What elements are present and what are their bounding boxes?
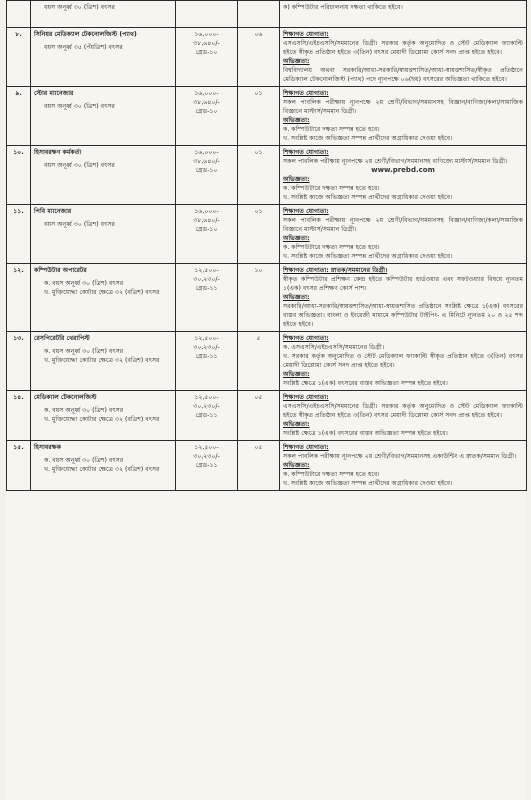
qualification-heading: শিক্ষাগত যোগ্যতা: (283, 90, 329, 97)
pay-scale-line: গ্রেড-১১ (195, 412, 218, 419)
table-row (7, 391, 527, 441)
pay-scale-cell (176, 205, 238, 264)
pay-scale-line: ১২,৫০০- (194, 394, 219, 401)
post-cell (31, 391, 176, 441)
website-watermark: www.prebd.com (371, 166, 435, 174)
post-cell (31, 28, 176, 87)
scale-cell (176, 1, 238, 28)
post-name: পিবি ম্যানেজার (34, 208, 72, 215)
qualification-line: ক. কম্পিউটারে দক্ষতা সম্পন্ন হতে হবে। (283, 471, 380, 478)
pay-scale-line: গ্রেড-১০ (195, 226, 218, 233)
pay-scale-line: ১২,৫০০- (194, 444, 219, 451)
qualification-line: বিশ্ববিদ্যালয় অথবা সরকারি/আধা-সরকারি/স্বায়ত্তশাসিত/আধা-স্বায়ত্তশাসিত/স্বীকৃত প্রতিষ্ঠানে মেডিক্যাল টেকনোলজিস্ট (প্যাথ) পদে ন্যূনপক্ষে ০৬(ছয়) বৎসরের অভিজ্ঞতা থাকিতে হইবে। (283, 67, 523, 83)
post-name: মেডিক্যাল টেকনোলজিস্ট (34, 394, 97, 401)
post-count: ০৫ (238, 391, 280, 441)
post-count: ০৫ (238, 441, 280, 491)
pay-scale-cell (176, 332, 238, 391)
qualification-heading: শিক্ষাগত যোগ্যতা: (283, 444, 329, 451)
post-count: ০১ (238, 87, 280, 146)
pay-scale-line: গ্রেড-১০ (195, 167, 218, 174)
qualification-line: এসএসসি/এইচএসসি/সমমানের ডিগ্রী। সরকার কর্তৃক অনুমোদিত ও স্টেট মেডিক্যাল ফ্যাকাল্টি হইতে স্বীকৃত প্রতিষ্ঠান হইতে ৩(তিন) বৎসর মেয়াদী ডিপ্লোমা কোর্স সনদ প্রাপ্ত হইতে হইবে। (283, 403, 523, 419)
job-table-body (7, 1, 527, 491)
qualification-line: খ. সংশ্লিষ্ট কাজে অভিজ্ঞতা সম্পন্ন প্রার্থীদের অগ্রাধিকার দেওয়া হইবে। (283, 480, 453, 487)
qualification-cell (280, 441, 527, 491)
age-limit: বয়স অনূর্ধ্ব ৩০ (ত্রিশ) বৎসর (44, 4, 115, 11)
qualification-heading: শিক্ষাগত যোগ্যতা: স্নাতক/সমমানের ডিগ্রী। (283, 267, 388, 274)
qualification-heading: শিক্ষাগত যোগ্যতা: (283, 208, 329, 215)
post-count: ৫ (238, 332, 280, 391)
age-limit: ক. বয়স অনূর্ধ্ব ৩০ (ত্রিশ) বৎসর (44, 457, 124, 464)
pay-scale-line: ১৬,০০০- (194, 31, 219, 38)
qualification-cell (280, 264, 527, 332)
qualification-heading: শিক্ষাগত যোগ্যতা: (283, 149, 329, 156)
qualification-line: খ. সংশ্লিষ্ট কাজে অভিজ্ঞতা সম্পন্ন প্রার্থীদের অগ্রাধিকার দেওয়া হইবে। (283, 135, 453, 142)
qualification-heading: অভিজ্ঞতা: (283, 117, 310, 124)
pay-scale-line: ৩০,২৩০/- (193, 276, 220, 283)
post-name: হিসাবরক্ষক (34, 444, 62, 451)
qualification-heading: অভিজ্ঞতা: (283, 176, 310, 183)
serial-number: ১৫. (7, 441, 31, 491)
age-limit-freedom-fighter: খ. মুক্তিযোদ্ধা কোটার ক্ষেত্রে ৩২ (বত্রিশ) বৎসর (44, 289, 160, 296)
post-cell (31, 1, 176, 28)
pay-scale-cell (176, 87, 238, 146)
count-cell (238, 1, 280, 28)
qualification-line: ক. এসএসসি/এইচএসসি/সমমানের ডিগ্রী। (283, 344, 385, 351)
pay-scale-line: ১২,৫০০- (194, 267, 219, 274)
qualification-heading: অভিজ্ঞতা: (283, 462, 310, 469)
pay-scale-cell (176, 264, 238, 332)
pay-scale-line: ৩৮,৬৪০/- (193, 40, 220, 47)
job-table (6, 0, 527, 491)
qualification-heading: অভিজ্ঞতা: (283, 371, 310, 378)
qualification-heading: অভিজ্ঞতা: (283, 421, 310, 428)
qualification-cell (280, 205, 527, 264)
age-limit-freedom-fighter: খ. মুক্তিযোদ্ধা কোটার ক্ষেত্রে ৩২ (বত্রিশ) বৎসর (44, 357, 160, 364)
qualification-line: এসএসসি/এইচএসসি/সমমানের ডিগ্রী। সরকার কর্তৃক অনুমোদিত ও স্টেট মেডিক্যাল ফ্যাকাল্টি হইতে স্বীকৃত প্রতিষ্ঠান হইতে ৩(তিন) বৎসর মেয়াদী ডিপ্লোমা কোর্স সনদ প্রাপ্ত হইতে হইবে। (283, 40, 523, 56)
qualification-line: সরকারি/আধা-সরকারি/স্বায়ত্তশাসিত/আধা-স্বায়ত্তশাসিত প্রতিষ্ঠানে সংশ্লিষ্ট ক্ষেত্রে ১(এক) বৎসরের বাস্তব অভিজ্ঞতা। বাংলা ও ইংরেজী মাধ্যমে কম্পিউটার টাইপিং- এ মিনিটে ন্যূনতম ২০ ও ২৫ শব্দ হইতে হইবে। (283, 303, 523, 328)
pay-scale-cell (176, 28, 238, 87)
age-limit: বয়স অনূর্ধ্ব ৩০ (ত্রিশ) বৎসর (44, 162, 115, 169)
qualification-line: সকল পাবলিক পরীক্ষায় ন্যূনপক্ষে ২য় শ্রেণী/বিভাগ/সমমানসহ একাউন্টিং এ স্নাতক/সমমান ডিগ্রী। (283, 453, 517, 460)
post-cell (31, 87, 176, 146)
qualification-line: স্বীকৃত কম্পিউটার প্রশিক্ষণ কেন্দ্র হইতে কম্পিউটার হার্ডওয়ার এবং সফটওয়্যার বিষয়ে ন্যূনতম ১(এক) বৎসর প্রশিক্ষণ কোর্স পাশ। (283, 276, 523, 292)
qualification-line: সংশ্লিষ্ট ক্ষেত্রে ১(এক) বৎসরের বাস্তব অভিজ্ঞতা সম্পন্ন হইতে হইবে। (283, 430, 448, 437)
table-row (7, 205, 527, 264)
qualification-line: ক. কম্পিউটারে দক্ষতা সম্পন্ন হতে হবে। (283, 244, 380, 251)
post-cell (31, 264, 176, 332)
age-limit: ক. বয়স অনূর্ধ্ব ৩০ (ত্রিশ) বৎসর (44, 348, 124, 355)
serial-number: ১৩. (7, 332, 31, 391)
age-limit: বয়স অনূর্ধ্ব ৩৫ (পঁয়ত্রিশ) বৎসর (44, 44, 123, 51)
age-limit: ক. বয়স অনূর্ধ্ব ৩০ (ত্রিশ) বৎসর (44, 407, 124, 414)
qualification-heading: শিক্ষাগত যোগ্যতা: (283, 394, 329, 401)
age-limit-freedom-fighter: খ. মুক্তিযোদ্ধা কোটার ক্ষেত্রে ৩২ (বত্রিশ) বৎসর (44, 416, 160, 423)
pay-scale-line: ১৬,০০০- (194, 149, 219, 156)
qualification-line: সকল পাবলিক পরীক্ষায় ন্যূনপক্ষে ২য় শ্রেণী/বিভাগ/সমমানসহ বিজ্ঞান/বাণিজ্য/কলা/সামাজিক বিজ্ঞানে মাস্টার্স/সমমান ডিগ্রী। (283, 217, 523, 233)
pay-scale-line: গ্রেড-১১ (195, 285, 218, 292)
post-name: রেসপিরেটরি থেরাপিস্ট (34, 335, 90, 342)
qualification-line: সকল পাবলিক পরীক্ষায় ন্যূনপক্ষে ২য় শ্রেণী/বিভাগ/সমমানসহ বাণিজ্যে মাস্টার্স/সমমান ডিগ্রী। (283, 158, 508, 165)
post-name: হিসাবরক্ষণ কর্মকর্তা (34, 149, 82, 156)
qualification-heading: অভিজ্ঞতা: (283, 58, 310, 65)
age-limit: বয়স অনূর্ধ্ব ৩০ (ত্রিশ) বৎসর (44, 103, 115, 110)
pay-scale-line: ১৬,০০০- (194, 90, 219, 97)
post-name: সিনিয়র মেডিক্যাল টেকনোলজিস্ট (প্যাথ) (34, 31, 137, 38)
pay-scale-cell (176, 146, 238, 205)
qualification-cell (280, 87, 527, 146)
serial-number: ১১. (7, 205, 31, 264)
post-count: ০১ (238, 146, 280, 205)
post-name: স্টোর ম্যানেজার (34, 90, 74, 97)
pay-scale-line: গ্রেড-১০ (195, 108, 218, 115)
qualification-cell (280, 146, 527, 205)
post-count: ০৬ (238, 28, 280, 87)
sl-cell (7, 1, 31, 28)
pay-scale-line: ১৬,০০০- (194, 208, 219, 215)
table-row (7, 264, 527, 332)
qualification-cell (280, 28, 527, 87)
post-cell (31, 146, 176, 205)
pay-scale-line: গ্রেড-১১ (195, 353, 218, 360)
serial-number: ১২. (7, 264, 31, 332)
pay-scale-line: ৩০,২৩০/- (193, 453, 220, 460)
post-cell (31, 205, 176, 264)
table-row-continued (7, 1, 527, 28)
qualification-line: সংশ্লিষ্ট ক্ষেত্রে ১(এক) বৎসরের বাস্তব অভিজ্ঞতা সম্পন্ন হইতে হইবে। (283, 380, 448, 387)
table-row (7, 87, 527, 146)
job-circular-sheet (6, 0, 526, 800)
qualification-line: খ. সংশ্লিষ্ট কাজে অভিজ্ঞতা সম্পন্ন প্রার্থীদের অগ্রাধিকার দেওয়া হইবে। (283, 194, 453, 201)
pay-scale-line: ৩৮,৬৪০/- (193, 217, 220, 224)
pay-scale-line: গ্রেড-১১ (195, 462, 218, 469)
pay-scale-line: গ্রেড-১০ (195, 49, 218, 56)
age-limit-freedom-fighter: খ. মুক্তিযোদ্ধা কোটার ক্ষেত্রে ৩২ (বত্রিশ) বৎসর (44, 466, 160, 473)
qualification-cell (280, 1, 527, 28)
pay-scale-line: ৩০,২৩০/- (193, 344, 220, 351)
serial-number: ১০. (7, 146, 31, 205)
table-row (7, 441, 527, 491)
pay-scale-line: ৩৮,৬৪০/- (193, 158, 220, 165)
qualification-line: সকল পাবলিক পরীক্ষায় ন্যূনপক্ষে ২য় শ্রেণী/বিভাগ/সমমানসহ বিজ্ঞান/বাণিজ্য/কলা/সামাজিক বিজ্ঞানে মাস্টার্স/সমমান ডিগ্রী। (283, 99, 523, 115)
post-cell (31, 441, 176, 491)
pay-scale-line: ৩০,২৩০/- (193, 403, 220, 410)
serial-number: ১৪. (7, 391, 31, 441)
post-name: কম্পিউটার অপারেটর (34, 267, 87, 274)
pay-scale-line: ১২,৫০০- (194, 335, 219, 342)
serial-number: ৯. (7, 87, 31, 146)
pay-scale-line: ৩৮,৬৪০/- (193, 99, 220, 106)
pay-scale-cell (176, 441, 238, 491)
pay-scale-cell (176, 391, 238, 441)
table-row (7, 28, 527, 87)
qualification-line: খ. সরকার কর্তৃক অনুমোদিত ও স্টেট মেডিক্যাল ফ্যাকাল্টি স্বীকৃত প্রতিষ্ঠান হইতে ৩(তিন) বৎসর মেয়াদী ডিপ্লোমা কোর্স সনদ প্রাপ্ত হইতে হইবে। (283, 353, 523, 369)
post-count: ০১ (238, 205, 280, 264)
table-row (7, 146, 527, 205)
qualification-heading: শিক্ষাগত যোগ্যতা: (283, 335, 329, 342)
post-cell (31, 332, 176, 391)
qualification-heading: অভিজ্ঞতা: (283, 294, 310, 301)
age-limit: বয়স অনূর্ধ্ব ৩০ (ত্রিশ) বৎসর (44, 221, 115, 228)
qualification-line: ক) কম্পিউটার পরিচালনায় দক্ষতা থাকিতে হইবে। (283, 4, 403, 11)
qualification-heading: অভিজ্ঞতা: (283, 235, 310, 242)
table-row (7, 332, 527, 391)
qualification-cell (280, 332, 527, 391)
age-limit: ক. বয়স অনূর্ধ্ব ৩০ (ত্রিশ) বৎসর (44, 280, 124, 287)
qualification-line: ক. কম্পিউটারে দক্ষতা সম্পন্ন হতে হবে। (283, 126, 380, 133)
qualification-line: খ. সংশ্লিষ্ট কাজে অভিজ্ঞতা সম্পন্ন প্রার্থীদের অগ্রাধিকার দেওয়া হইবে। (283, 253, 453, 260)
post-count: ১০ (238, 264, 280, 332)
qualification-heading: শিক্ষাগত যোগ্যতা: (283, 31, 329, 38)
serial-number: ৮. (7, 28, 31, 87)
qualification-line: ক. কম্পিউটারে দক্ষতা সম্পন্ন হতে হবে। (283, 185, 380, 192)
qualification-cell (280, 391, 527, 441)
